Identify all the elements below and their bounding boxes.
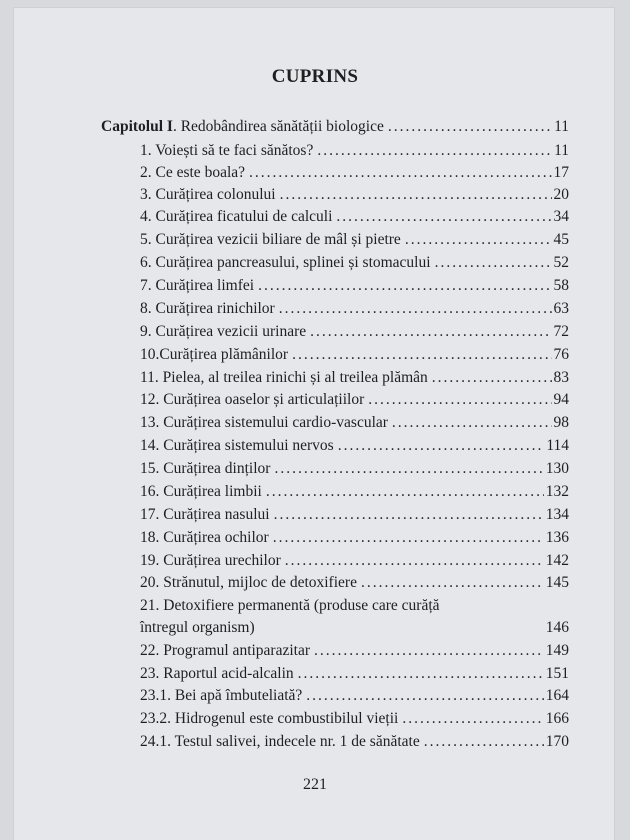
- dot-leader: [361, 574, 544, 592]
- dot-leader: [298, 665, 544, 683]
- toc-entry-label: 19. Curățirea urechilor: [140, 552, 281, 569]
- toc-page-number: 45: [553, 231, 569, 248]
- toc-entry-label: 3. Curățirea colonului: [140, 186, 276, 203]
- toc-entry-row: [140, 346, 569, 364]
- toc-page-number: 166: [545, 710, 569, 727]
- toc-page-number: 63: [553, 300, 569, 317]
- toc-page-number: 151: [545, 665, 569, 682]
- toc-entry-row: [140, 300, 569, 318]
- toc-entry-label: 10.Curățirea plămânilor: [140, 346, 289, 363]
- toc-entry-row: [140, 733, 569, 751]
- dot-leader: [405, 231, 552, 249]
- dot-leader: [310, 323, 551, 341]
- toc-page-number: 76: [553, 346, 569, 363]
- dot-leader: [279, 300, 552, 318]
- dot-leader: [314, 642, 544, 660]
- toc-page-number: 98: [553, 414, 569, 431]
- toc-page-number: 94: [553, 391, 569, 408]
- toc-page-number: 130: [545, 460, 569, 477]
- toc-entry-row: [140, 506, 569, 524]
- toc-entry-row: [140, 460, 569, 478]
- dot-leader: [392, 414, 552, 432]
- toc-entry-row: [140, 529, 569, 547]
- toc-entry-label: 23.2. Hidrogenul este combustibilul vieții: [140, 710, 399, 727]
- toc-entry-label: 7. Curățirea limfei: [140, 277, 255, 294]
- toc-entry-row: [140, 142, 569, 160]
- dot-leader: [435, 254, 552, 272]
- toc-entry-row: [140, 164, 569, 182]
- toc-entry-label: 13. Curățirea sistemului cardio-vascular: [140, 414, 388, 431]
- toc-page-number: 17: [553, 164, 569, 181]
- toc-entry-row: [140, 391, 569, 409]
- toc-entry-row: [140, 277, 569, 295]
- toc-entry-label: 24.1. Testul salivei, indecele nr. 1 de sănătate: [140, 733, 420, 750]
- toc-entry-label: 8. Curățirea rinichilor: [140, 300, 275, 317]
- toc-entry-label: 2. Ce este boala?: [140, 164, 246, 181]
- toc-page-number: 132: [545, 483, 569, 500]
- toc-entry-label: 23.1. Bei apă îmbuteliată?: [140, 687, 303, 704]
- toc-page-number: 145: [545, 574, 569, 591]
- toc-entry-label: 6. Curățirea pancreasului, splinei și stomacului: [140, 254, 431, 271]
- toc-page-number: 34: [553, 208, 569, 225]
- toc-entry-label: 23. Raportul acid-alcalin: [140, 665, 294, 682]
- dot-leader: [274, 506, 544, 524]
- dot-leader: [306, 687, 543, 705]
- dot-leader: [273, 529, 544, 547]
- toc-entry-row: [140, 710, 569, 728]
- toc-entry-row: [140, 231, 569, 249]
- dot-leader: [388, 118, 552, 136]
- dot-leader: [285, 552, 544, 570]
- toc-entry-label: 20. Strănutul, mijloc de detoxifiere: [140, 574, 357, 591]
- toc-page-number: 52: [553, 254, 569, 271]
- toc-page-number: 114: [546, 437, 569, 454]
- toc-page-number: 136: [545, 529, 569, 546]
- toc-page-number: 134: [545, 506, 569, 523]
- toc-entry-row: [140, 665, 569, 683]
- toc-entry-row: [140, 369, 569, 387]
- toc-entry-label: 18. Curățirea ochilor: [140, 529, 269, 546]
- page-number: 221: [303, 776, 327, 793]
- dot-leader: [266, 483, 544, 501]
- toc-page-number: 83: [553, 369, 569, 386]
- toc-entry-label: 14. Curățirea sistemului nervos: [140, 437, 334, 454]
- toc-entry-label: 5. Curățirea vezicii biliare de mâl și pietre: [140, 231, 401, 248]
- toc-page-number: 170: [545, 733, 569, 750]
- toc-entry-row: [140, 414, 569, 432]
- toc-page-number: 72: [553, 323, 569, 340]
- toc-entry-label: 17. Curățirea nasului: [140, 506, 270, 523]
- dot-leader: [402, 710, 543, 728]
- toc-page-number: 149: [545, 642, 569, 659]
- toc-page-number: 146: [545, 619, 569, 636]
- toc-entry-row: [140, 483, 569, 501]
- toc-entry-label: 16. Curățirea limbii: [140, 483, 262, 500]
- toc-entry-label: 12. Curățirea oaselor și articulațiilor: [140, 391, 365, 408]
- page-title: CUPRINS: [271, 66, 359, 87]
- toc-entry-row: [140, 323, 569, 341]
- toc-entry-row: [140, 574, 569, 592]
- toc-entry-label: 9. Curățirea vezicii urinare: [140, 323, 307, 340]
- toc-chapter-row: [101, 118, 569, 136]
- toc-entry-row: [140, 619, 569, 637]
- toc-entry-label-cont: întregul organism): [140, 619, 255, 636]
- chapter-title: . Redobândirea sănătății biologice: [172, 118, 384, 135]
- toc-page-number: 164: [545, 687, 569, 704]
- dot-leader: [432, 369, 552, 387]
- toc-page-number: 58: [553, 277, 569, 294]
- dot-leader: [368, 391, 551, 409]
- toc-page-number: 142: [545, 552, 569, 569]
- toc-entry-row: [140, 254, 569, 272]
- dot-leader: [292, 346, 551, 364]
- dot-leader: [424, 733, 544, 751]
- dot-leader: [336, 208, 551, 226]
- toc-entry-label: 11. Pielea, al treilea rinichi și al treilea plămân: [140, 369, 428, 386]
- dot-leader: [338, 437, 545, 455]
- toc-entry-label: 15. Curățirea dinților: [140, 460, 271, 477]
- dot-leader: [258, 277, 551, 295]
- dot-leader: [317, 142, 552, 160]
- toc-entry-label: 22. Programul antiparazitar: [140, 642, 311, 659]
- toc-entry-label: [101, 118, 384, 136]
- chapter-prefix: Capitolul I: [101, 118, 173, 135]
- toc-entry-row: [140, 687, 569, 705]
- dot-leader: [280, 186, 552, 204]
- toc-entry-label: 4. Curățirea ficatului de calculi: [140, 208, 333, 225]
- toc-page-number: 20: [553, 186, 569, 203]
- toc-entry-label: 1. Voiești să te faci sănătos?: [140, 142, 314, 159]
- dot-leader: [249, 164, 551, 182]
- toc-entry-row: [140, 642, 569, 660]
- toc-entry-first-line: 21. Detoxifiere permanentă (produse care curăță: [140, 597, 440, 614]
- toc-entry-row: [140, 186, 569, 204]
- toc-page-number: 11: [554, 118, 569, 135]
- toc-entry-row: [140, 552, 569, 570]
- dot-leader: [274, 460, 543, 478]
- toc-entry-row: [140, 208, 569, 226]
- toc-page-number: 11: [554, 142, 569, 159]
- toc-entry-row: [140, 437, 569, 455]
